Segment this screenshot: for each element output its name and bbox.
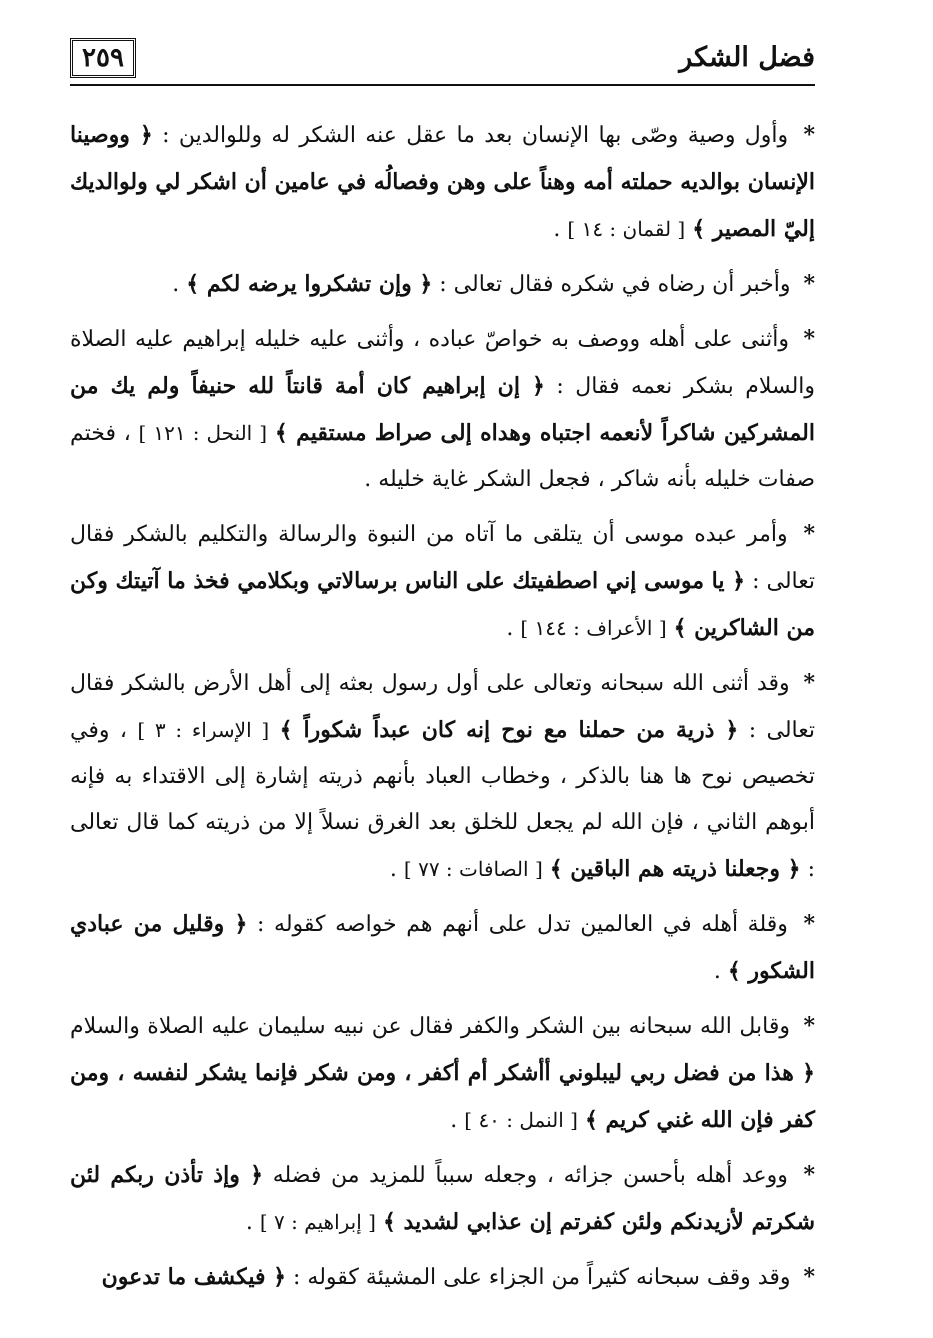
bullet-mark: *	[803, 1264, 815, 1290]
verse-reference: [ النمل : ٤٠ ]	[464, 1108, 578, 1132]
paragraph-5	[70, 660, 815, 893]
bullet-mark: *	[803, 1162, 815, 1188]
bullet-mark: *	[803, 271, 815, 297]
verse-reference: [ الصافات : ٧٧ ]	[403, 857, 543, 881]
quran-verse: ﴿ ووصينا الإنسان بوالديه حملته أمه وهناً على وهن وفصالُه في عامين أن اشكر لي ولوالديك إليّ المصير ﴾	[70, 122, 815, 242]
quran-verse: ﴿ وإذ تأذن ربكم لئن شكرتم لأزيدنكم ولئن كفرتم إن عذابي لشديد ﴾	[70, 1162, 815, 1235]
paragraph-text: .	[245, 1210, 253, 1235]
paragraph-1	[70, 112, 815, 253]
bullet-mark: *	[803, 521, 815, 547]
page-header	[70, 38, 815, 86]
quran-verse: ﴿ إن إبراهيم كان أمة قانتاً لله حنيفاً ولم يك من المشركين شاكراً لأنعمه اجتباه وهداه إلى صراط مستقيم ﴾	[70, 373, 815, 446]
paragraph-text: .	[553, 217, 561, 242]
paragraph-9	[70, 1254, 815, 1301]
page-number: ٢٥٩	[70, 38, 136, 78]
paragraph-text: وقد أثنى الله سبحانه وتعالى على أول رسول بعثه إلى أهل الأرض بالشكر فقال تعالى :	[70, 671, 815, 743]
paragraph-text: ووعد أهله بأحسن جزائه ، وجعله سبباً للمزيد من فضله	[272, 1163, 788, 1188]
paragraph-text: وأثنى على أهله ووصف به خواصّ عباده ، وأثنى عليه خليله إبراهيم عليه الصلاة والسلام بشكر نعمه فقال :	[70, 327, 816, 399]
paragraph-8	[70, 1152, 815, 1246]
paragraph-text: .	[713, 959, 721, 984]
paragraph-text: وأول وصية وصّى بها الإنسان بعد ما عقل عنه الشكر له وللوالدين :	[162, 123, 789, 148]
paragraph-4	[70, 511, 815, 652]
paragraph-text: وأمر عبده موسى أن يتلقى ما آتاه من النبوة والرسالة والتكليم بالشكر فقال تعالى :	[70, 522, 815, 594]
verse-reference: [ الإسراء : ٣ ]	[137, 718, 270, 742]
quran-verse: ﴿ يا موسى إني اصطفيتك على الناس برسالاتي وبكلامي فخذ ما آتيتك وكن من الشاكرين ﴾	[70, 568, 815, 641]
paragraph-text: وقابل الله سبحانه بين الشكر والكفر فقال عن نبيه سليمان عليه الصلاة والسلام	[70, 1014, 790, 1039]
running-title: فضل الشكر	[679, 42, 815, 73]
paragraph-text: وأخبر أن رضاه في شكره فقال تعالى :	[439, 272, 791, 297]
paragraph-text: .	[450, 1108, 458, 1133]
paragraph-text: وقد وقف سبحانه كثيراً من الجزاء على المشيئة كقوله :	[293, 1265, 791, 1290]
quran-verse: ﴿ وجعلنا ذريته هم الباقين ﴾	[549, 856, 801, 882]
paragraph-text: ، فختم صفات خليله بأنه شاكر ، فجعل الشكر غاية خليله .	[70, 421, 815, 492]
quran-verse: ﴿ فيكشف ما تدعون	[101, 1264, 287, 1290]
page-body	[70, 112, 815, 1309]
bullet-mark: *	[803, 670, 815, 696]
paragraph-text: .	[172, 272, 180, 297]
verse-reference: [ النحل : ١٢١ ]	[138, 421, 268, 445]
verse-reference: [ الأعراف : ١٤٤ ]	[520, 616, 667, 640]
quran-verse: ﴿ وإن تشكروا يرضه لكم ﴾	[186, 271, 433, 297]
bullet-mark: *	[803, 911, 816, 937]
bullet-mark: *	[803, 326, 815, 352]
paragraph-text: .	[389, 857, 397, 882]
bullet-mark: *	[803, 122, 815, 148]
quran-verse: ﴿ هذا من فضل ربي ليبلوني أأشكر أم أكفر ، ومن شكر فإنما يشكر لنفسه ، ومن كفر فإن الله غني كريم ﴾	[70, 1060, 815, 1133]
bullet-mark: *	[803, 1013, 815, 1039]
paragraph-6	[70, 901, 815, 995]
quran-verse: ﴿ وقليل من عبادي الشكور ﴾	[70, 911, 815, 984]
paragraph-text: وقلة أهله في العالمين تدل على أنهم هم خواصه كقوله :	[257, 912, 788, 937]
verse-reference: [ لقمان : ١٤ ]	[567, 217, 686, 241]
paragraph-text: .	[506, 616, 514, 641]
paragraph-3	[70, 316, 815, 503]
paragraph-2	[70, 261, 815, 308]
verse-reference: [ إبراهيم : ٧ ]	[259, 1210, 376, 1234]
quran-verse: ﴿ ذرية من حملنا مع نوح إنه كان عبداً شكوراً ﴾	[279, 717, 739, 743]
paragraph-7	[70, 1003, 815, 1144]
paragraph-text: ، وفي تخصيص نوح ها هنا بالذكر ، وخطاب العباد بأنهم ذريته إشارة إلى الاقتداء به فإنه أبوهم الثاني ، فإن الله لم يجعل للخلق بعد الغرق نسلاً إلا من ذريته كما قال تعالى :	[70, 718, 815, 882]
